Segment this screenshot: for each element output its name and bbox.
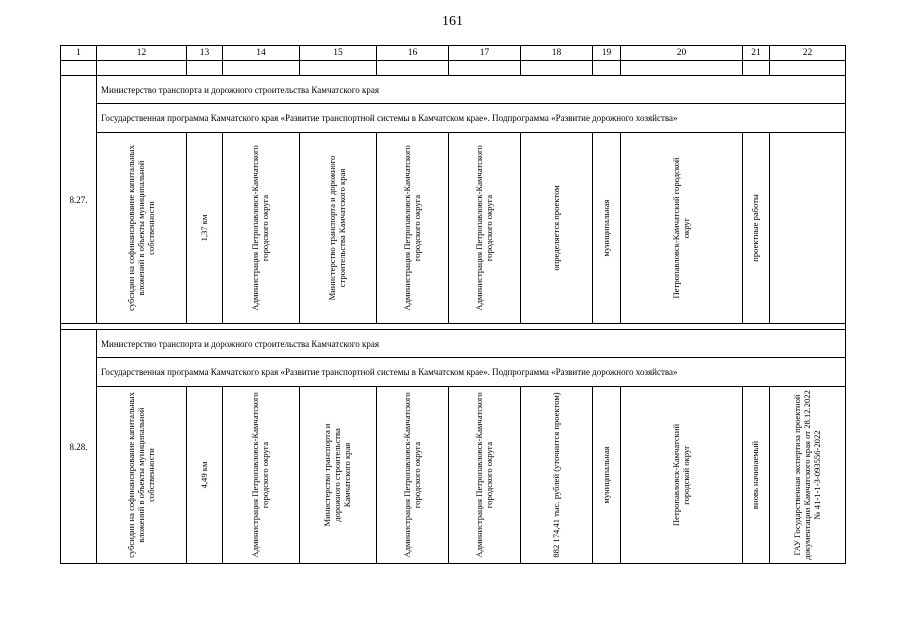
column-header: 1 bbox=[61, 46, 97, 61]
cost-estimate: 882 174,41 тыс. рублей (уточнится проектом) bbox=[550, 392, 561, 558]
ministry-name: Министерство транспорта и дорожного строительства Камчатского края bbox=[97, 330, 846, 358]
table-cell bbox=[449, 387, 521, 564]
table-cell bbox=[621, 133, 743, 324]
table-row bbox=[61, 387, 846, 564]
funding-type: субсидии на софинансирование капитальных вложений в объекты муниципальной собственности bbox=[125, 145, 156, 311]
table-cell bbox=[621, 387, 743, 564]
table-row bbox=[61, 330, 846, 358]
table-cell bbox=[97, 387, 187, 564]
row-number: 8.27. bbox=[61, 76, 97, 324]
table-cell-text: Администрация Петропавловск-Камчатского городского округа bbox=[250, 392, 270, 558]
table-cell bbox=[187, 387, 223, 564]
cost-estimate: определяется проектом bbox=[550, 185, 561, 271]
table-cell-text: Администрация Петропавловск-Камчатского городского округа bbox=[473, 145, 494, 311]
expertise: ГАУ Государственная экспертиза проектной документации Камчатского края от 28.12.2022 № 41-1-1-3-093556-2022 bbox=[791, 390, 822, 560]
column-header: 22 bbox=[770, 46, 846, 61]
column-header: 12 bbox=[97, 46, 187, 61]
table-cell bbox=[743, 387, 770, 564]
table-cell bbox=[593, 387, 621, 564]
table-row bbox=[61, 76, 846, 104]
ministry-name: Министерство транспорта и дорожного строительства Камчатского края bbox=[97, 76, 846, 104]
table-cell bbox=[97, 133, 187, 324]
table-cell bbox=[300, 387, 377, 564]
table-cell-text: Администрация Петропавловск-Камчатского городского округа bbox=[250, 145, 270, 311]
column-header: 20 bbox=[621, 46, 743, 61]
table-cell bbox=[223, 387, 300, 564]
program-name: Государственная программа Камчатского края «Развитие транспортной системы в Камчатском крае». Подпрограмма «Развитие дорожного хозяйства» bbox=[97, 358, 846, 387]
table-cell bbox=[521, 133, 593, 324]
table-cell bbox=[187, 133, 223, 324]
work-stage: вновь начинаемый bbox=[750, 440, 761, 510]
table-row bbox=[61, 358, 846, 387]
ownership-type: муниципальная bbox=[600, 199, 611, 257]
location: Петропавловск-Камчатский городской округ bbox=[670, 423, 691, 527]
column-header: 18 bbox=[521, 46, 593, 61]
table-row bbox=[61, 133, 846, 324]
column-header: 16 bbox=[377, 46, 449, 61]
location: Петропавловск-Камчатский городской округ bbox=[670, 157, 691, 299]
table-cell bbox=[300, 133, 377, 324]
table-cell bbox=[377, 133, 449, 324]
table-cell-text: Министерство транспорта и дорожного строительства Камчатского края bbox=[322, 423, 352, 527]
ownership-type: муниципальная bbox=[600, 446, 611, 504]
capacity: 1,37 км bbox=[198, 214, 209, 242]
column-header: 15 bbox=[300, 46, 377, 61]
column-header: 13 bbox=[187, 46, 223, 61]
table-cell-text: Министерство транспорта и дорожного строительства Камчатского края bbox=[327, 155, 347, 301]
column-header: 17 bbox=[449, 46, 521, 61]
column-header-row bbox=[61, 46, 846, 61]
blank-row bbox=[61, 61, 846, 76]
work-stage: проектные работы bbox=[750, 194, 761, 262]
column-header: 19 bbox=[593, 46, 621, 61]
row-number: 8.28. bbox=[61, 330, 97, 564]
document-table bbox=[60, 45, 846, 564]
table-cell bbox=[223, 133, 300, 324]
funding-type: субсидии на софинансирование капитальных вложений в объекты муниципальной собственности bbox=[125, 392, 156, 558]
table-row bbox=[61, 104, 846, 133]
table-cell bbox=[377, 387, 449, 564]
column-header: 21 bbox=[743, 46, 770, 61]
table-cell bbox=[593, 133, 621, 324]
table-cell bbox=[521, 387, 593, 564]
table-cell bbox=[770, 387, 846, 564]
table-cell bbox=[770, 133, 846, 324]
table-cell-text: Администрация Петропавловск-Камчатского городского округа bbox=[473, 392, 494, 558]
program-name: Государственная программа Камчатского края «Развитие транспортной системы в Камчатском крае». Подпрограмма «Развитие дорожного хозяйства» bbox=[97, 104, 846, 133]
table-cell bbox=[449, 133, 521, 324]
page-number: 161 bbox=[442, 14, 463, 29]
table-cell-text: Администрация Петропавловск-Камчатского городского округа bbox=[401, 145, 422, 311]
capacity: 4,49 км bbox=[198, 461, 209, 489]
table-cell-text: Администрация Петропавловск-Камчатского городского округа bbox=[401, 392, 422, 558]
table-cell bbox=[743, 133, 770, 324]
column-header: 14 bbox=[223, 46, 300, 61]
